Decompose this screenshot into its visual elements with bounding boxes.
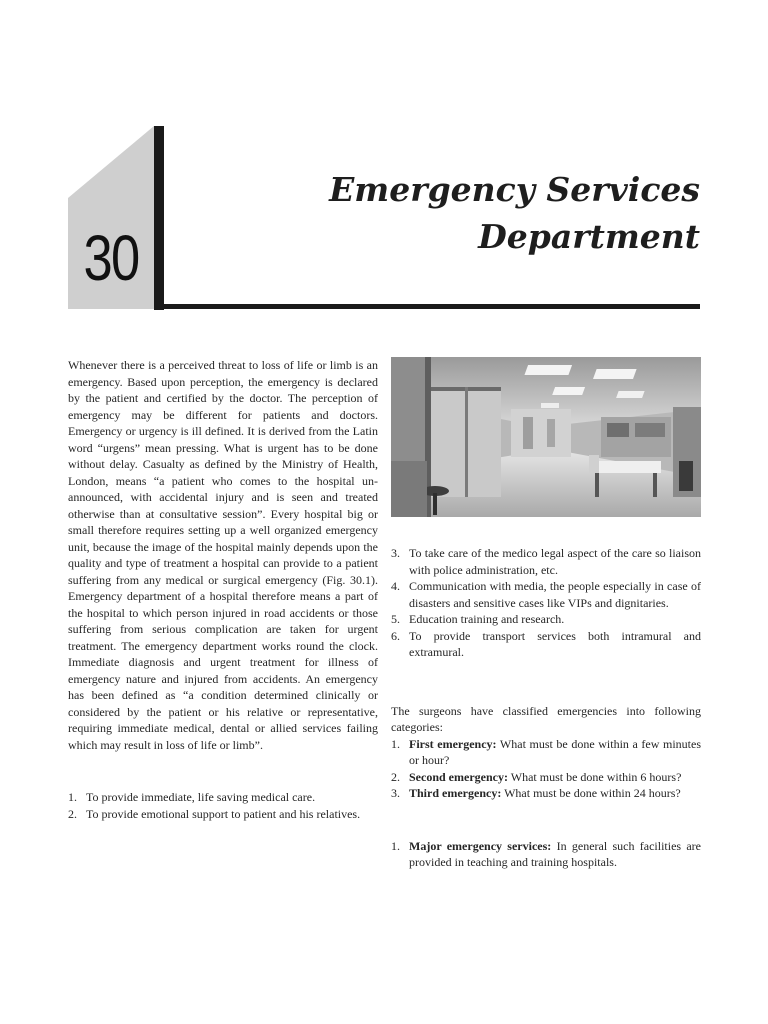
categories-list <box>391 736 701 802</box>
purpose-list <box>68 789 378 822</box>
list-item-text: To provide emotional support to patient and his relatives. <box>86 806 361 821</box>
list-item-body <box>409 769 701 786</box>
list-item-number: 5. <box>391 612 400 626</box>
list-item-body <box>409 785 701 802</box>
list-item <box>68 789 378 806</box>
list-item-number: 2. <box>391 769 400 784</box>
chapter-title-line-1: Emergency Services <box>329 170 700 209</box>
chapter-title-line-2: Department <box>478 217 700 256</box>
left-column <box>68 357 378 822</box>
list-item-body <box>86 789 378 806</box>
list-item-label: Third emergency: <box>409 786 502 800</box>
list-item <box>391 769 701 786</box>
list-item-label: Second emergency: <box>409 769 508 784</box>
list-item-body <box>86 806 378 823</box>
list-item-number: 4. <box>391 579 400 593</box>
list-item-number: 2. <box>68 806 77 821</box>
list-item-number: 1. <box>391 838 400 853</box>
list-item-number: 3. <box>391 546 400 560</box>
chapter-rule-horizontal <box>154 304 700 309</box>
list-item-number: 1. <box>68 790 77 804</box>
list-item-body <box>409 545 701 578</box>
list-item <box>391 578 701 611</box>
list-item <box>391 785 701 802</box>
categories-intro: The surgeons have classified emergencies into following categories: <box>391 703 701 734</box>
services-list <box>391 838 701 871</box>
intro-paragraph: Whenever there is a perceived threat to loss of life or limb is an emergency. Based upon perception, the emergency is declared by the patient and certified by the doctor. The perception of emergency may be different for patients and doctors. Emergency or urgency is ill defined. It is derived from the Latin word “urgens” mean pressing. What is urgent has to be done without delay. Casualty as defined by the Ministry of Health, London, means “a patient who comes to the hospital un-announced, with accidental injury and is seen and treated otherwise than at consultative session”. Every hospital big or small therefore requires setting up a well organized emergency unit, because the image of the hospital mainly depends upon the quality and type of treatment a hospital can provide to a patient suffering from any medical or surgical emergency (Fig. 30.1). Emergency department of a hospital therefore means a part of the hospital to which person injured in road accidents or those suffering from serious complication are taken for urgent treatment. The emergency department works round the clock. Immediate diagnosis and urgent treatment for illness of emergency nature and injured from accidents. An emergency has been defined as “a condition determined clinically or considered by the patient or his relative or representative, requiring immediate medical, dental or allied services failing which may result in loss of life or limb”. <box>68 358 378 752</box>
list-item-body <box>409 611 701 628</box>
right-column <box>391 545 701 871</box>
list-item-text: In general such facilities are provided in teaching and training hospitals. <box>409 838 702 869</box>
list-item-label: Major emergency services: <box>409 838 552 853</box>
chapter-title <box>329 166 700 260</box>
list-item <box>391 736 701 769</box>
list-item-text: To take care of the medico legal aspect of the care so liaison with police administration, etc. <box>409 546 701 577</box>
list-item-text: Communication with media, the people especially in case of disasters and sensitive cases like VIPs and dignitaries. <box>409 579 701 610</box>
list-item-text: Education training and research. <box>409 612 565 626</box>
list-item-body <box>409 578 701 611</box>
list-item <box>68 806 378 823</box>
list-item-body <box>409 736 701 769</box>
chapter-block-notch <box>68 126 154 198</box>
list-item-text: What must be done within 24 hours? <box>501 786 681 800</box>
emergency-room-illustration <box>391 357 701 517</box>
list-item-text: What must be done within a few minutes or hour? <box>409 736 701 767</box>
chapter-number: 30 <box>83 222 139 294</box>
list-item <box>391 545 701 578</box>
list-item-number: 6. <box>391 628 400 643</box>
chapter-rule-vertical <box>154 126 164 310</box>
objectives-list <box>391 545 701 661</box>
list-item <box>391 838 701 871</box>
list-item-text: What must be done within 6 hours? <box>507 769 682 784</box>
emergency-room-photo <box>391 357 701 517</box>
list-item-number: 3. <box>391 786 400 800</box>
list-item <box>391 628 701 661</box>
list-item-label: First emergency: <box>409 736 497 751</box>
list-item-body <box>409 628 701 661</box>
list-item-number: 1. <box>391 736 400 751</box>
list-item-text: To provide immediate, life saving medical care. <box>86 790 316 804</box>
list-item-body <box>409 838 701 871</box>
list-item <box>391 611 701 628</box>
list-item-text: To provide transport services both intramural and extramural. <box>409 628 701 659</box>
